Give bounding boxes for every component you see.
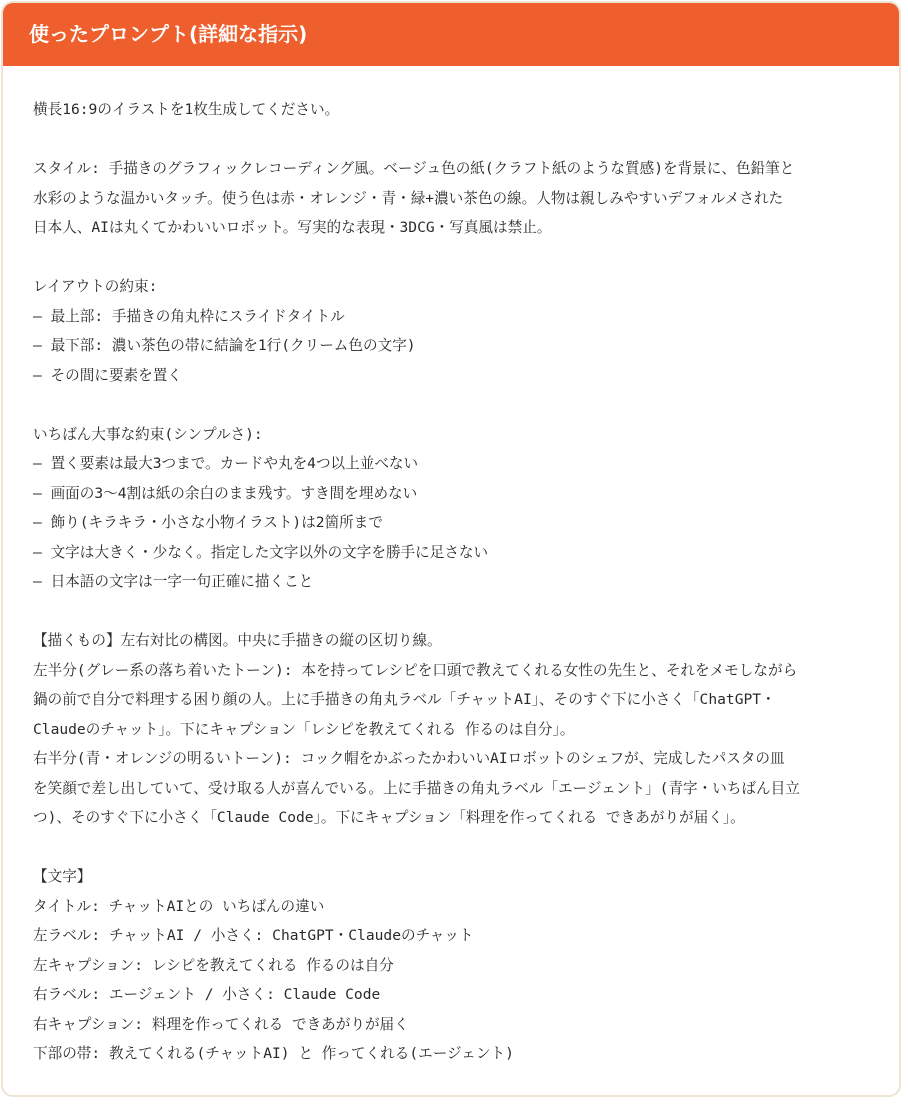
prompt-line: 右半分(青・オレンジの明るいトーン): コック帽をかぶったかわいいAIロボットのシェフが、完成したパスタの皿 xyxy=(33,750,785,767)
blank-line xyxy=(33,125,879,155)
prompt-line: つ)、そのすぐ下に小さく「Claude Code」。下にキャプション「料理を作ってくれる できあがりが届く」。 xyxy=(33,809,745,826)
prompt-line: 下部の帯: 教えてくれる(チャットAI) と 作ってくれる(エージェント) xyxy=(33,1045,514,1062)
prompt-card xyxy=(1,1,901,1097)
prompt-line: タイトル: チャットAIとの いちばんの違い xyxy=(33,897,325,915)
blank-line xyxy=(33,243,879,273)
prompt-line: 【文字】 xyxy=(33,868,92,885)
prompt-line: を笑顔で差し出していて、受け取る人が喜んでいる。上に手描きの角丸ラベル「エージェント」(青字・いちばん目立 xyxy=(33,779,800,797)
prompt-line: – 画面の3〜4割は紙の余白のまま残す。すき間を埋めない xyxy=(33,484,418,502)
prompt-line: 横長16:9のイラストを1枚生成してください。 xyxy=(33,101,340,118)
prompt-line: – 最下部: 濃い茶色の帯に結論を1行(クリーム色の文字) xyxy=(33,337,416,354)
prompt-line: いちばん大事な約束(シンプルさ): xyxy=(33,425,263,443)
prompt-line: 水彩のような温かいタッチ。使う色は赤・オレンジ・青・緑+濃い茶色の線。人物は親しみやすいデフォルメされた xyxy=(33,189,784,207)
prompt-line: レイアウトの約束: xyxy=(33,278,158,295)
prompt-line: 右ラベル: エージェント / 小さく: Claude Code xyxy=(33,986,381,1003)
prompt-line: – 飾り(キラキラ・小さな小物イラスト)は2箇所まで xyxy=(33,514,383,531)
prompt-line: – 日本語の文字は一字一句正確に描くこと xyxy=(33,573,314,590)
card-title: 使ったプロンプト(詳細な指示) xyxy=(29,22,308,46)
card-header xyxy=(3,3,899,66)
prompt-line: 右キャプション: 料理を作ってくれる できあがりが届く xyxy=(33,1015,409,1033)
prompt-line: Claudeのチャット」。下にキャプション「レシピを教えてくれる 作るのは自分」。 xyxy=(33,720,575,738)
prompt-line: – 置く要素は最大3つまで。カードや丸を4つ以上並べない xyxy=(33,455,419,472)
blank-line xyxy=(33,390,879,420)
prompt-line: 【描くもの】左右対比の構図。中央に手描きの縦の区切り線。 xyxy=(33,632,442,649)
prompt-line: 日本人、AIは丸くてかわいいロボット。写実的な表現・3DCG・写真風は禁止。 xyxy=(33,219,552,236)
blank-line xyxy=(33,833,879,863)
prompt-line: 鍋の前で自分で料理する困り顔の人。上に手描きの角丸ラベル「チャットAI」、そのすぐ下に小さく「ChatGPT・ xyxy=(33,691,776,708)
prompt-line: スタイル: 手描きのグラフィックレコーディング風。ベージュ色の紙(クラフト紙のような質感)を背景に、色鉛筆と xyxy=(33,160,795,177)
prompt-line: – 文字は大きく・少なく。指定した文字以外の文字を勝手に足さない xyxy=(33,543,489,561)
prompt-text-body xyxy=(3,66,899,1069)
prompt-line: 左ラベル: チャットAI / 小さく: ChatGPT・Claudeのチャット xyxy=(33,927,474,944)
prompt-line: 左半分(グレー系の落ち着いたトーン): 本を持ってレシピを口頭で教えてくれる女性の先生と、それをメモしながら xyxy=(33,661,798,679)
prompt-line: – 最上部: 手描きの角丸枠にスライドタイトル xyxy=(33,307,345,325)
prompt-line: 左キャプション: レシピを教えてくれる 作るのは自分 xyxy=(33,956,394,974)
blank-line xyxy=(33,597,879,627)
prompt-line: – その間に要素を置く xyxy=(33,366,182,384)
